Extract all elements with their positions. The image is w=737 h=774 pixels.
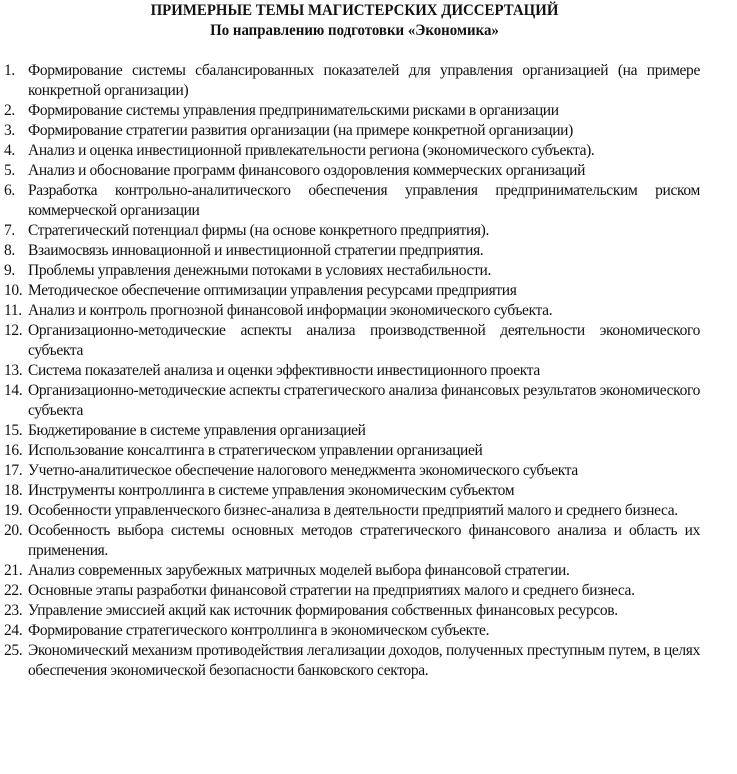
topic-text: Анализ и контроль прогнозной финансовой информации экономического субъекта. — [28, 302, 553, 319]
topic-text: Формирование стратегии развития организации (на примере конкретной организации) — [28, 122, 573, 139]
topic-item — [4, 481, 700, 501]
topic-text: Разработка контрольно-аналитического обеспечения управления предпринимательским риском коммерческой организации — [28, 182, 700, 219]
topic-number: 15. — [4, 422, 23, 439]
topic-number: 21. — [4, 562, 23, 579]
topic-text: Организационно-методические аспекты анализа производственной деятельности экономического субъекта — [28, 322, 700, 359]
topic-number: 3. — [4, 122, 15, 139]
topic-number: 18. — [4, 482, 23, 499]
topic-text: Основные этапы разработки финансовой стратегии на предприятиях малого и среднего бизнеса. — [28, 582, 635, 599]
topic-text: Анализ и обоснование программ финансового оздоровления коммерческих организаций — [28, 162, 586, 179]
topic-text: Формирование стратегического контроллинга в экономическом субъекте. — [28, 622, 490, 639]
topic-item — [4, 521, 700, 561]
topic-number: 7. — [4, 222, 15, 239]
topic-text: Особенности управленческого бизнес-анализа в деятельности предприятий малого и среднего бизнеса. — [28, 502, 678, 519]
topic-number: 25. — [4, 642, 23, 659]
topic-item — [4, 641, 700, 681]
topic-item — [4, 501, 700, 521]
topic-item — [4, 101, 700, 121]
topics-list — [4, 61, 705, 681]
topic-text: Особенность выбора системы основных методов стратегического финансового анализа и область их применения. — [28, 522, 700, 559]
topic-number: 19. — [4, 502, 23, 519]
topic-text: Методическое обеспечение оптимизации управления ресурсами предприятия — [28, 282, 517, 299]
document-title: ПРИМЕРНЫЕ ТЕМЫ МАГИСТЕРСКИХ ДИССЕРТАЦИЙ — [150, 2, 559, 19]
topic-text: Формирование системы сбалансированных показателей для управления организацией (на примере конкретной организации) — [28, 62, 700, 99]
topic-item — [4, 301, 700, 321]
topic-text: Анализ и оценка инвестиционной привлекательности региона (экономического субъекта). — [28, 142, 595, 159]
topic-text: Бюджетирование в системе управления организацией — [28, 422, 366, 439]
topic-item — [4, 141, 700, 161]
topic-text: Проблемы управления денежными потоками в условиях нестабильности. — [28, 262, 492, 279]
topic-number: 22. — [4, 582, 23, 599]
topic-item — [4, 321, 700, 361]
topic-number: 4. — [4, 142, 15, 159]
topic-text: Управление эмиссией акций как источник формирования собственных финансовых ресурсов. — [28, 602, 618, 619]
topic-number: 17. — [4, 462, 23, 479]
topic-text: Экономический механизм противодействия легализации доходов, полученных преступным путем, в целях обеспечения экономической безопасности банковского сектора. — [28, 642, 700, 679]
topic-item — [4, 181, 700, 221]
topic-item — [4, 381, 700, 421]
topic-item — [4, 281, 700, 301]
topic-number: 16. — [4, 442, 23, 459]
topic-item — [4, 121, 700, 141]
topic-item — [4, 241, 700, 261]
topic-number: 5. — [4, 162, 15, 179]
topic-item — [4, 561, 700, 581]
topic-number: 1. — [4, 62, 15, 79]
topic-item — [4, 161, 700, 181]
topic-text: Система показателей анализа и оценки эффективности инвестиционного проекта — [28, 362, 540, 379]
topic-text: Анализ современных зарубежных матричных моделей выбора финансовой стратегии. — [28, 562, 570, 579]
topic-text: Стратегический потенциал фирмы (на основе конкретного предприятия). — [28, 222, 490, 239]
topic-item — [4, 361, 700, 381]
topic-number: 11. — [4, 302, 22, 319]
topic-number: 14. — [4, 382, 23, 399]
topic-number: 10. — [4, 282, 23, 299]
topic-text: Организационно-методические аспекты стратегического анализа финансовых результатов экономического субъекта — [28, 382, 700, 419]
topic-number: 13. — [4, 362, 23, 379]
topic-item — [4, 441, 700, 461]
topic-number: 6. — [4, 182, 15, 199]
topic-item — [4, 221, 700, 241]
topic-item — [4, 601, 700, 621]
topic-number: 2. — [4, 102, 15, 119]
document-page — [0, 1, 737, 774]
topic-item — [4, 461, 700, 481]
document-subtitle: По направлению подготовки «Экономика» — [210, 22, 499, 39]
topic-item — [4, 61, 700, 101]
topic-item — [4, 421, 700, 441]
topic-item — [4, 581, 700, 601]
topic-text: Формирование системы управления предпринимательскими рисками в организации — [28, 102, 559, 119]
topic-number: 24. — [4, 622, 23, 639]
topic-number: 8. — [4, 242, 15, 259]
topic-text: Использование консалтинга в стратегическом управлении организацией — [28, 442, 483, 459]
topic-text: Инструменты контроллинга в системе управления экономическим субъектом — [28, 482, 515, 499]
topic-text: Взаимосвязь инновационной и инвестиционной стратегии предприятия. — [28, 242, 484, 259]
topic-number: 12. — [4, 322, 23, 339]
topic-item — [4, 261, 700, 281]
topic-number: 20. — [4, 522, 23, 539]
topic-item — [4, 621, 700, 641]
topic-number: 23. — [4, 602, 23, 619]
topic-number: 9. — [4, 262, 15, 279]
topic-text: Учетно-аналитическое обеспечение налогового менеджмента экономического субъекта — [28, 462, 578, 479]
